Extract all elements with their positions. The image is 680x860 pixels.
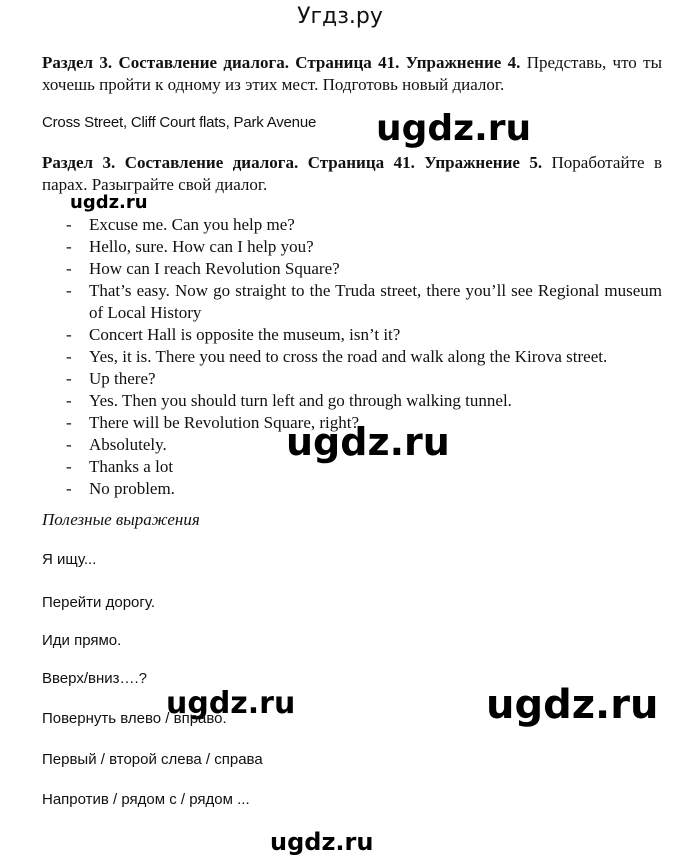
dash-bullet: -	[66, 369, 72, 388]
dialog-text: Excuse me. Can you help me?	[89, 215, 295, 234]
dash-bullet: -	[66, 391, 72, 410]
dash-bullet: -	[66, 413, 72, 432]
dialog-text: There will be Revolution Square, right?	[89, 413, 360, 432]
dash-bullet: -	[66, 347, 72, 366]
dialog-line	[66, 324, 662, 346]
dash-bullet: -	[66, 457, 72, 476]
task-5-text: Поработайте в парах. Разыграйте свой диалог.	[42, 153, 662, 194]
dialog-text: Yes, it is. There you need to cross the road and walk along the Kirova street.	[89, 347, 608, 366]
dialog-text: How can I reach Revolution Square?	[89, 259, 340, 278]
dialog-line	[66, 236, 662, 258]
phrase-item: Я ищу...	[42, 551, 97, 568]
dialog-text: Concert Hall is opposite the museum, isn’t it?	[89, 325, 401, 344]
watermark: ugdz.ru	[486, 682, 659, 728]
dash-bullet: -	[66, 479, 72, 498]
watermark: ugdz.ru	[376, 108, 532, 149]
dialog-line	[66, 390, 662, 412]
dash-bullet: -	[66, 259, 72, 278]
phrase-item: Напротив / рядом с / рядом ...	[42, 791, 250, 808]
dialog-text: Hello, sure. How can I help you?	[89, 237, 314, 256]
site-title: Угдз.ру	[297, 4, 383, 29]
dialog-text: Yes. Then you should turn left and go through walking tunnel.	[89, 391, 512, 410]
dialog-text: No problem.	[89, 479, 175, 498]
dialog-line	[66, 214, 662, 236]
phrase-item: Вверх/вниз….?	[42, 670, 148, 687]
dash-bullet: -	[66, 281, 72, 300]
dialog-text: Absolutely.	[89, 435, 167, 454]
phrase-item: Перейти дорогу.	[42, 594, 156, 611]
watermark: ugdz.ru	[286, 420, 450, 464]
phrase-item: Повернуть влево / вправо.	[42, 710, 227, 727]
dash-bullet: -	[66, 325, 72, 344]
dash-bullet: -	[66, 215, 72, 234]
phrase-item: Первый / второй слева / справа	[42, 751, 263, 768]
dialog-text: Thanks a lot	[89, 457, 174, 476]
places-list: Cross Street, Cliff Court flats, Park Avenue	[42, 114, 317, 131]
dialog-line	[66, 258, 662, 280]
task-5-paragraph	[42, 152, 662, 196]
dialog-line	[66, 346, 662, 368]
dialog-line	[66, 368, 662, 390]
dialog-text: That’s easy. Now go straight to the Truda street, there you’ll see Regional museum of Local History	[89, 281, 662, 322]
dash-bullet: -	[66, 435, 72, 454]
phrase-item: Иди прямо.	[42, 632, 122, 649]
task-5-heading: Раздел 3. Составление диалога. Страница 41. Упражнение 5.	[42, 153, 543, 172]
dialog-text: Up there?	[89, 369, 156, 388]
dash-bullet: -	[66, 237, 72, 256]
task-4-paragraph	[42, 52, 662, 96]
watermark: ugdz.ru	[70, 192, 148, 213]
task-4-text: Представь, что ты хочешь пройти к одному из этих мест. Подготовь новый диалог.	[42, 53, 662, 94]
watermark: ugdz.ru	[270, 828, 374, 856]
task-4-heading: Раздел 3. Составление диалога. Страница 41. Упражнение 4.	[42, 53, 521, 72]
watermark: ugdz.ru	[166, 686, 296, 721]
dialog-line	[66, 280, 662, 324]
dialog-line	[66, 478, 662, 500]
useful-phrases-heading: Полезные выражения	[42, 510, 200, 529]
